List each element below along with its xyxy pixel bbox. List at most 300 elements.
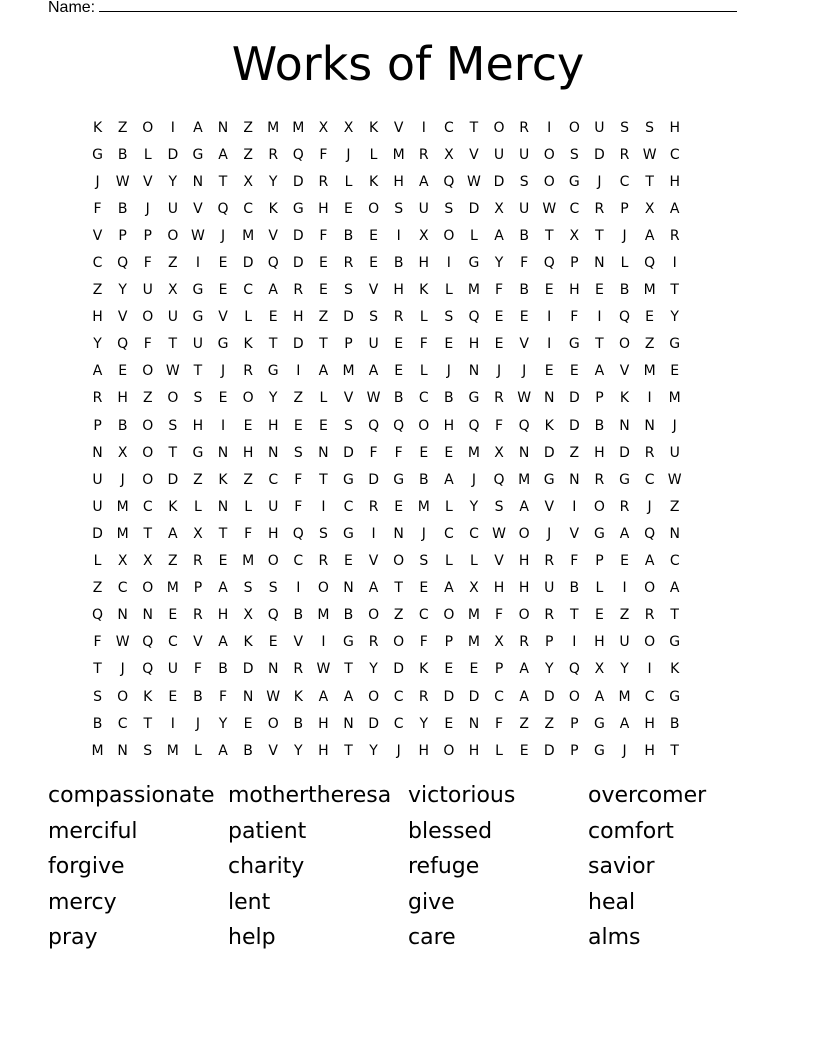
grid-letter: A <box>193 119 203 136</box>
grid-letter: B <box>393 390 404 407</box>
grid-letter: R <box>293 661 304 678</box>
grid-letter: H <box>267 417 279 434</box>
grid-letter: C <box>243 200 253 217</box>
grid-letter: O <box>568 688 580 705</box>
grid-letter: Z <box>669 498 680 515</box>
word-bank-item: lent <box>228 889 271 915</box>
grid-letter: U <box>167 661 178 678</box>
grid-letter: L <box>244 498 253 515</box>
grid-letter: A <box>644 553 655 570</box>
grid-letter: O <box>493 119 505 136</box>
grid-letter: R <box>644 607 655 624</box>
grid-letter: H <box>318 742 329 759</box>
grid-letter: R <box>619 498 630 515</box>
grid-letter: A <box>418 173 429 190</box>
grid-letter: W <box>542 200 557 217</box>
grid-letter: Q <box>117 336 129 353</box>
grid-letter: M <box>467 444 480 461</box>
grid-letter: C <box>669 146 680 163</box>
grid-letter: Z <box>544 715 555 732</box>
grid-letter: O <box>267 553 279 570</box>
grid-letter: O <box>117 688 129 705</box>
grid-letter: H <box>92 309 103 326</box>
grid-letter: O <box>267 715 279 732</box>
grid-letter: Y <box>93 336 102 353</box>
grid-letter: O <box>393 553 405 570</box>
grid-letter: O <box>317 580 329 597</box>
grid-letter: V <box>469 146 479 163</box>
grid-letter: E <box>344 200 353 217</box>
grid-letter: C <box>268 471 279 488</box>
grid-letter: B <box>393 255 404 272</box>
word-bank-item: mercy <box>48 889 117 915</box>
grid-letter: G <box>217 336 229 353</box>
grid-letter: H <box>318 715 329 732</box>
grid-letter: Z <box>243 146 253 163</box>
grid-letter: P <box>595 390 604 407</box>
grid-letter: E <box>544 363 554 380</box>
grid-letter: U <box>167 200 178 217</box>
grid-letter: Q <box>92 607 104 624</box>
grid-letter: O <box>167 390 179 407</box>
grid-letter: F <box>369 444 378 461</box>
grid-letter: M <box>668 390 681 407</box>
grid-letter: Y <box>268 390 278 407</box>
grid-letter: R <box>594 200 605 217</box>
grid-letter: C <box>418 390 429 407</box>
grid-letter: W <box>191 227 205 244</box>
grid-letter: N <box>267 444 279 461</box>
grid-letter: R <box>669 227 680 244</box>
grid-letter: C <box>443 119 454 136</box>
grid-letter: C <box>619 173 630 190</box>
grid-letter: G <box>568 336 580 353</box>
grid-letter: F <box>495 417 504 434</box>
grid-letter: Y <box>268 173 278 190</box>
grid-letter: A <box>268 282 278 299</box>
grid-letter: N <box>644 417 655 434</box>
grid-letter: Q <box>217 200 229 217</box>
grid-letter: Z <box>92 580 103 597</box>
grid-letter: B <box>418 471 429 488</box>
grid-letter: W <box>467 173 481 190</box>
grid-letter: L <box>369 146 378 163</box>
grid-letter: J <box>220 363 226 380</box>
grid-letter: S <box>369 309 379 326</box>
grid-letter: S <box>168 417 178 434</box>
grid-letter: I <box>572 634 577 651</box>
grid-letter: M <box>643 363 656 380</box>
grid-letter: V <box>569 525 580 542</box>
grid-letter: Q <box>468 417 480 434</box>
grid-letter: C <box>644 471 655 488</box>
grid-letter: E <box>318 282 328 299</box>
word-bank-item: compassionate <box>48 783 215 808</box>
grid-letter: G <box>92 146 103 163</box>
grid-letter: O <box>142 417 154 434</box>
grid-letter: L <box>143 146 152 163</box>
grid-letter: U <box>268 498 279 515</box>
grid-letter: A <box>619 715 630 732</box>
grid-letter: V <box>368 282 379 299</box>
grid-letter: I <box>195 255 200 272</box>
grid-row <box>85 520 736 547</box>
grid-letter: F <box>218 688 228 705</box>
grid-letter: I <box>321 634 326 651</box>
grid-letter: O <box>568 119 580 136</box>
grid-letter: Z <box>243 119 253 136</box>
grid-letter: N <box>92 444 103 461</box>
grid-letter: L <box>419 363 428 380</box>
grid-letter: X <box>117 444 128 461</box>
grid-letter: Y <box>294 742 303 759</box>
grid-letter: S <box>318 525 328 542</box>
grid-letter: A <box>218 742 228 759</box>
grid-letter: B <box>117 146 128 163</box>
grid-letter: X <box>494 444 504 461</box>
grid-letter: E <box>645 309 655 326</box>
grid-letter: F <box>419 336 428 353</box>
grid-letter: G <box>292 200 304 217</box>
grid-letter: G <box>669 634 681 651</box>
grid-letter: G <box>343 471 354 488</box>
grid-letter: F <box>495 282 504 299</box>
grid-letter: I <box>371 525 376 542</box>
grid-letter: N <box>393 525 404 542</box>
grid-letter: G <box>543 471 555 488</box>
grid-letter: H <box>594 444 605 461</box>
grid-letter: P <box>444 634 454 651</box>
grid-letter: M <box>242 227 255 244</box>
grid-letter: R <box>544 607 555 624</box>
grid-letter: F <box>520 255 529 272</box>
grid-letter: K <box>419 661 429 678</box>
grid-letter: R <box>293 282 304 299</box>
grid-letter: M <box>242 553 255 570</box>
grid-letter: J <box>95 173 100 190</box>
grid-letter: U <box>92 471 103 488</box>
grid-letter: O <box>142 580 154 597</box>
grid-letter: Y <box>419 715 429 732</box>
grid-letter: O <box>242 390 254 407</box>
grid-letter: F <box>143 336 152 353</box>
grid-letter: B <box>293 715 304 732</box>
grid-letter: T <box>394 580 403 597</box>
grid-letter: E <box>419 444 429 461</box>
grid-letter: I <box>547 119 552 136</box>
grid-letter: G <box>343 634 354 651</box>
grid-letter: I <box>647 661 652 678</box>
grid-letter: I <box>622 580 627 597</box>
grid-letter: D <box>368 715 379 732</box>
grid-letter: P <box>545 634 554 651</box>
grid-letter: T <box>670 282 679 299</box>
grid-letter: M <box>518 471 531 488</box>
grid-letter: O <box>142 309 154 326</box>
grid-letter: A <box>444 471 454 488</box>
grid-letter: K <box>368 119 379 136</box>
grid-letter: I <box>220 417 226 434</box>
grid-letter: N <box>343 715 354 732</box>
grid-letter: F <box>419 634 428 651</box>
grid-letter: S <box>645 119 655 136</box>
grid-row <box>85 331 736 358</box>
grid-letter: W <box>266 688 281 705</box>
grid-letter: D <box>167 471 179 488</box>
grid-letter: D <box>468 200 480 217</box>
grid-letter: Q <box>644 255 656 272</box>
grid-letter: U <box>142 282 153 299</box>
grid-letter: Z <box>644 336 655 353</box>
grid-letter: S <box>494 498 504 515</box>
grid-letter: B <box>343 227 354 244</box>
grid-letter: M <box>317 607 330 624</box>
grid-letter: P <box>118 227 127 244</box>
grid-letter: F <box>495 715 504 732</box>
grid-letter: Y <box>118 282 127 299</box>
grid-letter: F <box>244 525 253 542</box>
grid-letter: J <box>622 227 627 244</box>
grid-letter: C <box>117 580 128 597</box>
grid-letter: Z <box>318 309 329 326</box>
word-bank-item: victorious <box>408 783 516 808</box>
grid-letter: L <box>444 553 453 570</box>
grid-letter: T <box>93 661 102 678</box>
name-label: Name: <box>48 0 96 16</box>
grid-row <box>85 141 736 168</box>
grid-letter: Q <box>368 417 380 434</box>
grid-letter: O <box>644 634 656 651</box>
grid-letter: O <box>167 227 179 244</box>
grid-letter: N <box>217 498 229 515</box>
grid-letter: T <box>670 742 679 759</box>
grid-letter: A <box>318 363 329 380</box>
grid-row <box>85 493 736 520</box>
grid-letter: V <box>293 634 304 651</box>
grid-letter: M <box>643 282 656 299</box>
word-bank-item: forgive <box>48 854 125 879</box>
grid-letter: P <box>570 255 579 272</box>
grid-letter: E <box>620 553 629 570</box>
grid-letter: J <box>120 471 125 488</box>
grid-letter: O <box>393 634 405 651</box>
name-field <box>48 0 737 19</box>
grid-letter: R <box>243 363 253 380</box>
grid-letter: D <box>393 661 405 678</box>
grid-letter: E <box>344 553 353 570</box>
grid-letter: E <box>569 363 579 380</box>
grid-letter: Y <box>369 742 378 759</box>
grid-letter: L <box>419 309 428 326</box>
grid-letter: B <box>218 661 228 678</box>
grid-letter: E <box>594 282 604 299</box>
grid-letter: K <box>670 661 680 678</box>
grid-letter: A <box>218 580 228 597</box>
grid-letter: D <box>543 688 555 705</box>
grid-letter: U <box>493 146 505 163</box>
grid-letter: K <box>293 688 303 705</box>
grid-letter: E <box>318 255 328 272</box>
word-bank-item: alms <box>588 925 641 950</box>
grid-letter: L <box>93 553 102 570</box>
grid-letter: Q <box>644 525 656 542</box>
grid-letter: R <box>544 553 555 570</box>
grid-letter: S <box>444 309 454 326</box>
grid-letter: R <box>318 173 329 190</box>
grid-letter: Q <box>468 309 480 326</box>
grid-letter: M <box>342 363 355 380</box>
grid-letter: L <box>444 498 453 515</box>
grid-row <box>85 114 736 141</box>
grid-letter: D <box>292 227 304 244</box>
word-bank-item: blessed <box>408 818 493 844</box>
grid-letter: V <box>343 390 354 407</box>
grid-letter: V <box>494 553 504 570</box>
grid-letter: R <box>418 688 429 705</box>
grid-letter: D <box>568 390 580 407</box>
grid-letter: W <box>316 661 331 678</box>
grid-letter: R <box>644 444 655 461</box>
grid-letter: E <box>268 634 278 651</box>
grid-letter: H <box>468 336 480 353</box>
grid-letter: Z <box>168 553 178 570</box>
grid-letter: D <box>468 688 480 705</box>
grid-letter: R <box>193 553 203 570</box>
grid-letter: H <box>192 417 204 434</box>
grid-letter: H <box>293 309 304 326</box>
grid-letter: T <box>595 227 604 244</box>
grid-letter: H <box>242 444 254 461</box>
grid-letter: X <box>193 525 203 542</box>
grid-letter: S <box>93 688 102 705</box>
grid-letter: I <box>296 580 301 597</box>
grid-row <box>85 683 736 710</box>
grid-row <box>85 304 736 331</box>
grid-letter: D <box>242 255 254 272</box>
grid-letter: B <box>193 688 203 705</box>
grid-letter: E <box>494 336 504 353</box>
grid-letter: S <box>569 146 579 163</box>
grid-letter: I <box>446 255 451 272</box>
grid-letter: I <box>547 309 552 326</box>
grid-letter: O <box>142 119 154 136</box>
grid-letter: N <box>619 417 630 434</box>
grid-letter: N <box>594 255 605 272</box>
grid-letter: K <box>368 173 379 190</box>
grid-letter: A <box>444 580 454 597</box>
grid-letter: O <box>443 607 455 624</box>
word-bank <box>48 778 768 956</box>
grid-letter: E <box>394 363 404 380</box>
grid-letter: H <box>669 173 680 190</box>
grid-letter: H <box>594 634 605 651</box>
grid-letter: I <box>321 498 326 515</box>
grid-letter: Q <box>393 417 405 434</box>
grid-letter: Q <box>493 471 505 488</box>
grid-row <box>85 439 736 466</box>
grid-letter: E <box>544 282 554 299</box>
grid-letter: X <box>343 119 354 136</box>
grid-letter: V <box>619 363 630 380</box>
grid-letter: M <box>116 525 129 542</box>
grid-letter: J <box>471 471 477 488</box>
grid-letter: X <box>444 146 454 163</box>
grid-letter: J <box>547 525 552 542</box>
grid-letter: H <box>443 417 455 434</box>
grid-letter: M <box>267 119 280 136</box>
grid-letter: X <box>644 200 655 217</box>
grid-letter: C <box>644 688 655 705</box>
grid-letter: H <box>267 525 279 542</box>
grid-letter: V <box>193 200 203 217</box>
word-bank-item: charity <box>228 854 305 879</box>
grid-letter: N <box>543 390 555 407</box>
grid-letter: H <box>318 200 329 217</box>
grid-letter: G <box>267 363 279 380</box>
grid-letter: V <box>268 227 278 244</box>
grid-letter: U <box>669 444 680 461</box>
grid-letter: B <box>92 715 103 732</box>
grid-letter: N <box>468 363 480 380</box>
grid-letter: O <box>593 498 605 515</box>
grid-letter: E <box>243 715 253 732</box>
grid-letter: K <box>619 390 630 407</box>
word-bank-item: help <box>228 925 276 950</box>
grid-letter: B <box>117 417 128 434</box>
grid-letter: C <box>669 553 680 570</box>
grid-letter: K <box>92 119 103 136</box>
grid-letter: R <box>619 146 630 163</box>
grid-letter: Z <box>142 390 153 407</box>
grid-letter: D <box>343 309 354 326</box>
grid-letter: H <box>644 742 655 759</box>
grid-row <box>85 710 736 737</box>
grid-letter: C <box>469 525 479 542</box>
grid-letter: B <box>444 390 454 407</box>
grid-letter: E <box>293 417 303 434</box>
grid-letter: L <box>495 742 503 759</box>
grid-letter: S <box>519 173 529 190</box>
grid-letter: Y <box>544 661 554 678</box>
grid-letter: H <box>393 173 404 190</box>
grid-letter: G <box>619 471 630 488</box>
grid-letter: V <box>393 119 404 136</box>
grid-letter: E <box>494 309 504 326</box>
grid-letter: Z <box>569 444 580 461</box>
grid-letter: C <box>393 688 404 705</box>
grid-letter: V <box>544 498 555 515</box>
grid-letter: J <box>496 363 502 380</box>
grid-letter: J <box>421 525 426 542</box>
grid-letter: F <box>294 498 303 515</box>
grid-letter: C <box>443 525 454 542</box>
grid-letter: M <box>417 498 430 515</box>
grid-row <box>85 656 736 683</box>
grid-letter: U <box>167 309 178 326</box>
grid-letter: N <box>669 525 680 542</box>
grid-letter: O <box>368 200 380 217</box>
grid-letter: P <box>570 715 579 732</box>
grid-letter: W <box>366 390 381 407</box>
grid-letter: Y <box>670 309 679 326</box>
grid-letter: W <box>517 390 532 407</box>
grid-letter: N <box>192 173 204 190</box>
grid-letter: B <box>117 200 128 217</box>
grid-letter: G <box>669 688 681 705</box>
grid-letter: Y <box>218 715 228 732</box>
grid-letter: R <box>343 255 354 272</box>
name-underline <box>99 0 737 12</box>
